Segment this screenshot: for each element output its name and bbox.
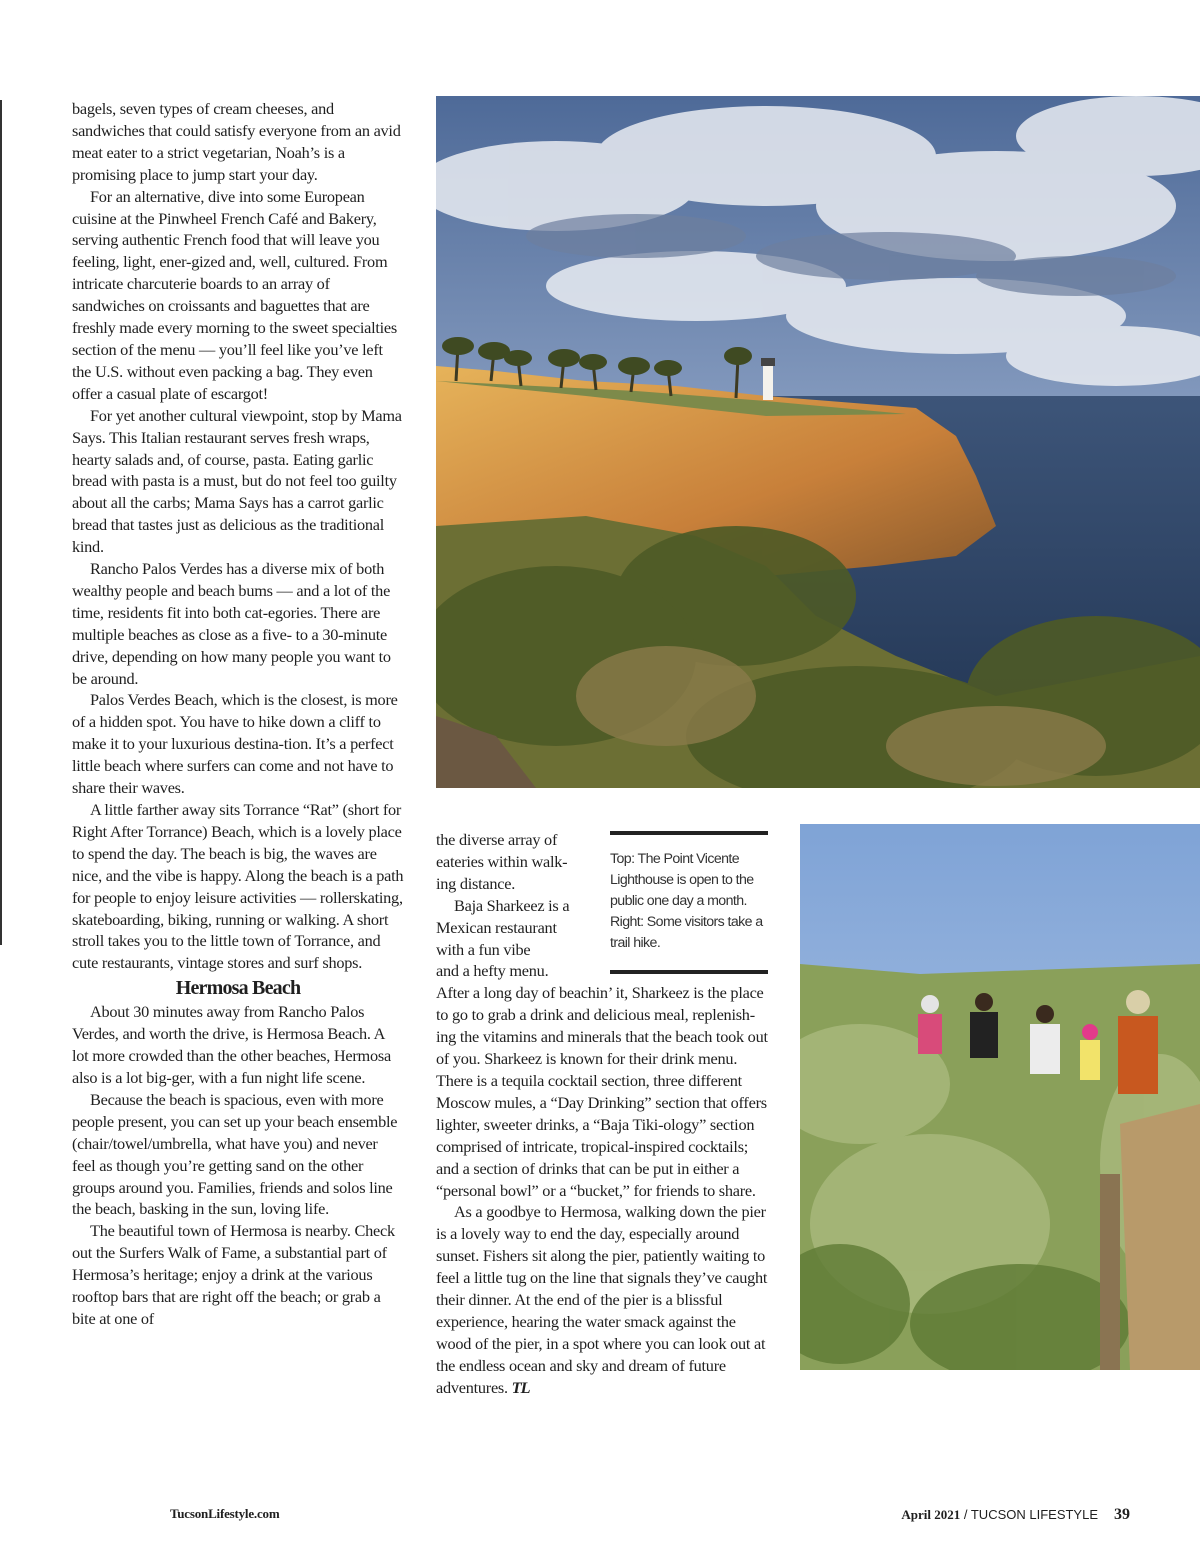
signoff-mark: TL bbox=[511, 1377, 530, 1397]
trail-hike-photo bbox=[800, 824, 1200, 1370]
text-line: Mexican restaurant bbox=[436, 917, 557, 937]
page-edge-rule bbox=[0, 100, 2, 945]
footer-folio bbox=[901, 1506, 1130, 1524]
text-line: eateries within walk- bbox=[436, 851, 568, 871]
article-column-left bbox=[72, 98, 404, 1330]
text-run: As a goodbye to Hermosa, walking down the pier is a lovely way to end the day, especially around sunset. Fishers sit along the pier, patiently waiting to feel a little tug on the line that signals they’ve caught their dinner. At the end of the pier is a blissful experience, hearing the water smack against the wood of the pier, in a spot where you can look out at the endless ocean and sky and dream of future adventures. bbox=[436, 1202, 768, 1397]
body-paragraph: About 30 minutes away from Rancho Palos Verdes, and worth the drive, is Hermosa Beach. A lot more crowded than the other beaches, Hermosa also is a lot big-ger, with a fun night life scene. bbox=[72, 1002, 391, 1087]
text-line: ing distance. bbox=[436, 873, 516, 893]
body-paragraph: Because the beach is spacious, even with more people present, you can set up your beach ensemble (chair/towel/umbrella, what have you) and never feel as though you’re getting sand on the other groups around you. Families, friends and solos line the beach, basking in the sun, loving life. bbox=[72, 1089, 398, 1219]
body-paragraph: For an alternative, dive into some European cuisine at the Pinwheel French Café and Bakery, serving authentic French food that will leave you feeling, light, ener-gized and, well, cultured. From intricate charcuterie boards to an array of sandwiches on croissants and baguettes that are freshly made every morning to the sweet specialties section of the menu — you’ll feel like you’ve left the U.S. without even packing a bag. They even offer a casual plate of escargot! bbox=[72, 186, 397, 403]
section-subhead: Hermosa Beach bbox=[175, 977, 301, 1000]
page-number: 39 bbox=[1114, 1506, 1130, 1523]
text-line: the diverse array of bbox=[436, 830, 558, 849]
text-line: After a long day of bbox=[436, 983, 556, 1003]
text-run: beachin’ it, Sharkeez is the place to go to grab a drink and delicious meal, replenish-ing the vitamins and minerals that the beach took out of you. Sharkeez is known for their drink menu. There is a tequila cocktail section, three different Moscow mules, a “Day Drinking” section that offers lighter, sweeter drinks, a “Baja Tiki-ology” section comprised of intricate, tropical-inspired cocktails; and a section of drinks that can be put in either a “personal bowl” or a “bucket,” for friends to share. bbox=[436, 983, 768, 1200]
footer-date: April 2021 bbox=[901, 1507, 961, 1522]
footer-magazine: TUCSON LIFESTYLE bbox=[970, 1507, 1098, 1522]
body-paragraph: Palos Verdes Beach, which is the closest, is more of a hidden spot. You have to hike down a cliff to make it to your luxurious destina-tion. It’s a perfect little beach where surfers can come and not have to share their waves. bbox=[72, 690, 398, 798]
photo-caption: Top: The Point Vicente Lighthouse is open to the public one day a month. Right: Some visitors take a trail hike. bbox=[610, 831, 768, 974]
body-paragraph: Rancho Palos Verdes has a diverse mix of both wealthy people and beach bums — and a lot of the time, residents fit into both cat-egories. There are multiple beaches as close as a five- to a 30-minute drive, depending on how many people you want to be around. bbox=[72, 559, 391, 688]
body-paragraph: bagels, seven types of cream cheeses, and sandwiches that could satisfy everyone from an avid meat eater to a strict vegetarian, Noah’s is a promising place to jump start your day. bbox=[72, 99, 401, 184]
body-paragraph: For yet another cultural viewpoint, stop by Mama Says. This Italian restaurant serves fresh wraps, hearty salads and, of course, pasta. Eating garlic bread with pasta is a must, but do not feel too guilty about all the carbs; Mama Says has a carrot garlic bread that tastes just as delicious as the traditional kind. bbox=[72, 405, 402, 557]
text-line: Baja Sharkeez is a bbox=[454, 895, 570, 915]
lighthouse-cliff-photo bbox=[436, 96, 1200, 788]
body-paragraph bbox=[436, 1201, 774, 1398]
footer-website: TucsonLifestyle.com bbox=[170, 1506, 280, 1521]
footer-separator: / bbox=[960, 1507, 971, 1522]
text-line: with a fun vibe bbox=[436, 939, 531, 959]
body-paragraph: A little farther away sits Torrance “Rat” (short for Right After Torrance) Beach, which is a lovely place to spend the day. The beach is big, the waves are nice, and the vibe is happy. Along the beach is a path for people to enjoy leisure activities — rollerskating, skateboarding, biking, running or walking. A short stroll takes you to the little town of Torrance, and cute restaurants, vintage stores and surf shops. bbox=[72, 800, 404, 973]
text-line: and a hefty menu. bbox=[436, 961, 549, 981]
body-paragraph: The beautiful town of Hermosa is nearby. Check out the Surfers Walk of Fame, a substantial part of Hermosa’s heritage; enjoy a drink at the various rooftop bars that are right off the beach; or grab a bite at one of bbox=[72, 1221, 395, 1328]
